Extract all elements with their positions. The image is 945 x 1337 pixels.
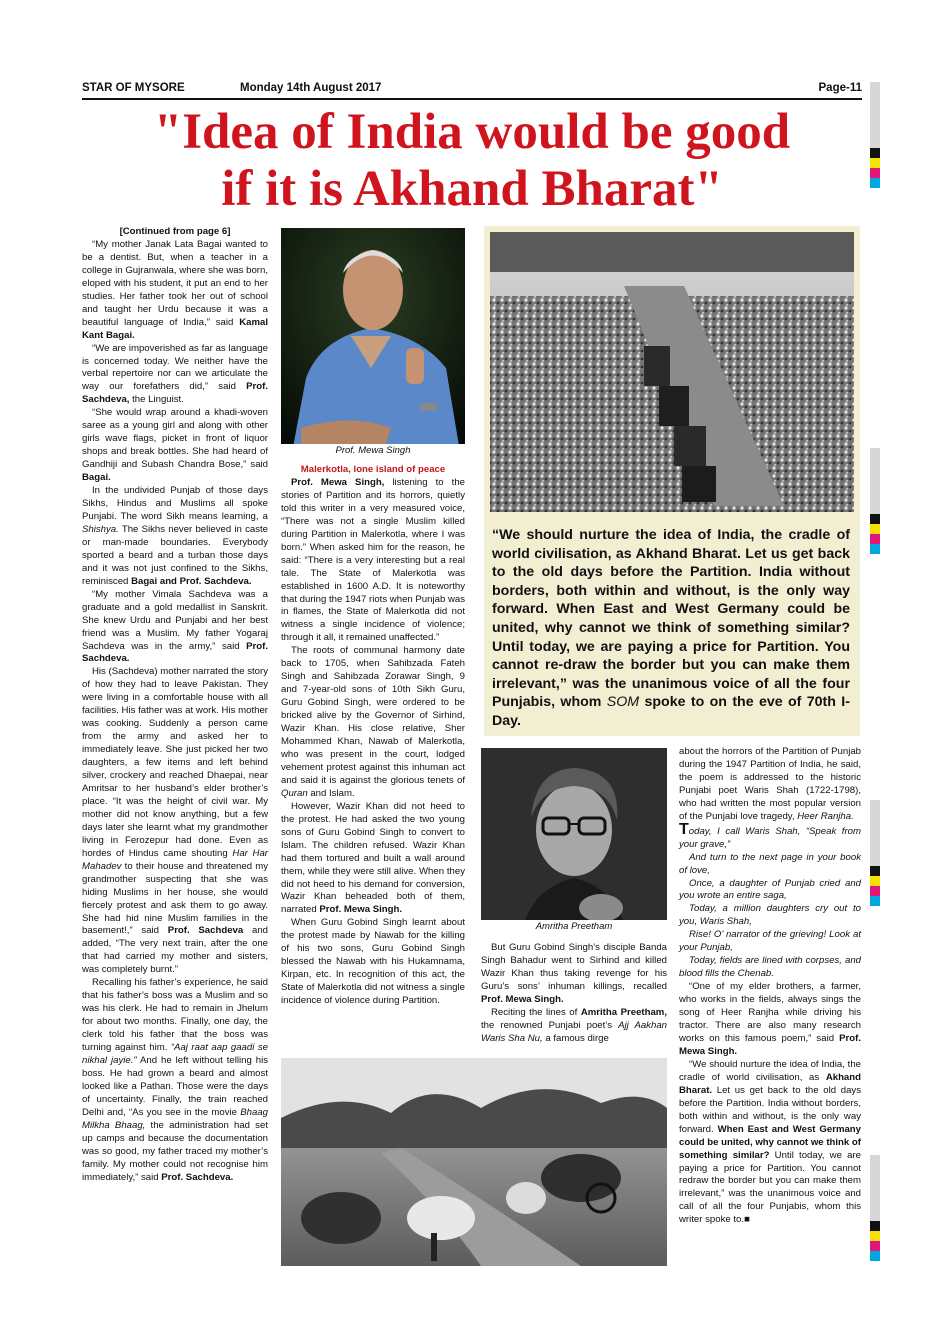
registration-bar: [870, 82, 880, 148]
portrait-illustration: [281, 228, 465, 458]
verse-line: Once, a daughter of Punjab cried and you wrote an entire saga,: [679, 877, 861, 902]
page-number: Page-11: [818, 82, 862, 94]
issue-date: Monday 14th August 2017: [240, 82, 382, 94]
registration-black: [870, 514, 880, 524]
registration-black: [870, 866, 880, 876]
registration-bar: [870, 1155, 880, 1221]
paragraph: The roots of communal harmony date back to 1705, when Sahibzada Fateh Singh and Sahibzada Zorawar Singh, 9 and 7-year-old sons of 10th Sikh Guru, Guru Gobind Singh, were ordered to be bricked alive by the Governor of Sirhind, Wazir Khan. His close relative, Sher Mohammed Khan, Nawab of Malerkotla, who was present in the court, lodged vehement protest against this inhuman act and said it is against the glorious tenets of Quran and Islam.: [281, 645, 465, 799]
registration-yellow: [870, 524, 880, 534]
end-mark: ■: [744, 1214, 750, 1226]
subheading: Malerkotla, lone island of peace: [300, 464, 446, 475]
photo-caption: Amritha Preetham: [481, 920, 667, 934]
masthead-rule: [82, 98, 862, 100]
registration-cyan: [870, 896, 880, 906]
registration-cyan: [870, 544, 880, 554]
photo-amritha-preetham: [481, 748, 667, 934]
paragraph: Recalling his father’s experience, he said that his father’s boss was a Muslim and so was his clerk. He had to remain in Jhelum for about two months. Finally, one day, the clerk told his father that the boss was turning against him. “Aaj raat aap gaadi se nikhal jayie.” And he left without telling his boss. He had grown a beard and almost looked like a Pathan. Those were the days of uncertainty. Finally, the train reached Delhi and, “As you see in the movie Bhaag Milkha Bhaag, the administration had set up camps and because the documentation was so good, my father traced my mother’s family. My mother could not recognise him immediately,” said Prof. Sachdeva.: [82, 977, 268, 1183]
paragraph: But Guru Gobind Singh’s disciple Banda Singh Bahadur went to Sirhind and killed Wazir Khan thus taking revenge for his Guru’s sons’ inhuman killings, recalled Prof. Mewa Singh.: [481, 942, 667, 1005]
verse-line: Today, fields are lined with corpses, and blood fills the Chenab.: [679, 955, 861, 980]
article-column-2: [281, 464, 465, 1008]
verse-line: And turn to the next page in your book of love,: [679, 851, 861, 876]
portrait-illustration: [481, 748, 667, 934]
paragraph: In the undivided Punjab of those days Sikhs, Hindus and Muslims all spoke Punjabi. The word Sikh means learning, a Shishya. The Sikhs never believed in caste or man-made boundaries. Everybody sported a beard and a turban those days and it was not just confined to the Sikhs, reminisced Bagai and Prof. Sachdeva.: [82, 485, 269, 587]
paragraph: “My mother Janak Lata Bagai wanted to be a dentist. But, when a teacher in a college in Gujranwala, where she was born, eloped with his student, it put an end to her studies. Her father took her out of school and taught her Urdu because it was a beautiful language of India,” said Kamal Kant Bagai.: [82, 238, 268, 341]
headline: [82, 104, 862, 218]
registration-yellow: [870, 158, 880, 168]
article-column-3: [481, 942, 667, 1046]
photo-caption: Prof. Mewa Singh: [281, 444, 465, 458]
registration-bar: [870, 800, 880, 866]
paragraph: His (Sachdeva) mother narrated the story of how they had to leave Pakistan. They were living in a comfortable house with all facilities. His father was at work. His mother was cooking. Suddenly a person came from the army and asked her to immediately leave. She just picked her two daughters, a few items and left behind silver, crockery and reached Dhaepai, near Amritsar to her husband’s elder brother’s place. “It was the height of civil war. My mother did not know anything, but a few days later she learnt what my grandmother living in Ferozepur had done. Even as hordes of Hindus came shouting Har Har Mahadev to their house and threatened my grandmother suspecting that she was hiding Muslims in her house, she would fiercely protest and ask them to go away. She had hid nine Muslim families in the basement!,” said Prof. Sachdeva and added, “The very next train, after the one that had carried my mother and sisters, was completely burnt.”: [82, 666, 268, 976]
registration-bar: [870, 448, 880, 514]
paragraph: “We are impoverished as far as language is concerned today. We neither have the verbal repertoire nor can we articulate the way our forefathers did,” said Prof. Sachdeva, the Linguist.: [82, 342, 268, 406]
paragraph: about the horrors of the Partition of Punjab during the 1947 Partition of India, he said, the poem is addressed to the historic Punjabi poet Waris Shah (1722-1798), who had written the most popular version of the Punjabi love tragedy, Heer Ranjha.: [679, 746, 861, 822]
paragraph: “She would wrap around a khadi-woven saree as a young girl and along with other girls wave flags, picket in front of liquor shops and break bottles. She had heard of Gandhiji and Subash Chandra Bose,” said Bagai.: [82, 407, 268, 484]
continued-note: [Continued from page 6]: [119, 226, 231, 237]
paper-name: STAR OF MYSORE: [82, 82, 185, 94]
pull-quote: “We should nurture the idea of India, the cradle of world civilisation, as Akhand Bharat. Let us get back to the old days before the Partition. India without borders, both within and without, is the only way forward. When East and West Germany could be united, why cannot we think of something similar? Until today, we are paying a price for Partition. You cannot re-draw the border but you can make them irrelevant,” was the unanimous voice of all the four Punjabis, whom SOM spoke to on the eve of 70th I-Day.: [484, 518, 860, 736]
paragraph: When Guru Gobind Singh learnt about the protest made by Nawab for the killing of his two sons, Guru Gobind Singh blessed the Nawab with his Hukamnama, Kirpan, etc. In recognition of this act, the State of Malerkotla did not witness a single incidence of violence during Partition.: [281, 917, 465, 1007]
registration-yellow: [870, 1231, 880, 1241]
photo-partition-convoy: [484, 226, 860, 518]
bullock-cart-illustration: [281, 1058, 667, 1266]
registration-magenta: [870, 886, 880, 896]
convoy-illustration: [484, 226, 860, 518]
headline-line-1: "Idea of India would be good: [153, 104, 791, 160]
paragraph: However, Wazir Khan did not heed to the protest. He had asked the two young sons of Guru Gobind Singh to convert to Islam. The children refused. Wazir Khan had them tortured and built a wall around them, while they were still alive. When they did not heed to his demand for conversion, Wazir Khan beheaded both of them, narrated Prof. Mewa Singh.: [281, 800, 465, 916]
verse-line: Rise! O’ narrator of the grieving! Look at your Punjab,: [679, 929, 861, 954]
registration-black: [870, 148, 880, 158]
paragraph: “My mother Vimala Sachdeva was a graduate and a gold medallist in Sanskrit. She knew Urdu and Punjabi and her best friend was a Muslim. My father Yogaraj Sachdeva was in the army,” said Prof. Sachdeva.: [82, 588, 268, 665]
registration-black: [870, 1221, 880, 1231]
registration-cyan: [870, 178, 880, 188]
registration-cyan: [870, 1251, 880, 1261]
headline-line-2: if it is Akhand Bharat": [221, 161, 723, 217]
verse-line: Today, I call Waris Shah, “Speak from your grave,”: [679, 820, 861, 850]
registration-magenta: [870, 168, 880, 178]
paragraph: Reciting the lines of Amritha Preetham, the renowned Punjabi poet’s Ajj Aakhan Waris Sha Nu, a famous dirge: [481, 1006, 667, 1044]
paragraph: “We should nurture the idea of India, the cradle of world civilisation, as Akhand Bharat. Let us get back to the old days before the Partition. India without borders, both within and without, is the only way forward. When East and West Germany could be united, why cannot we think of something similar? Until today, we are paying a price for Partition. You cannot redraw the border but you can make them irrelevant,” was the unanimous voice and call of all the four Punjabis, whom this writer spoke to.■: [679, 1058, 862, 1226]
paragraph: Prof. Mewa Singh, listening to the stories of Partition and its horrors, quietly told this writer in a very measured voice, “There was not a single Muslim killed during Partition in Malerkotla, where I was born.” When asked him for the reason, he said: “There is a very interesting but a real tale. The State of Malerkotla was established in 1600 A.D. It is noteworthy that during the 1947 riots when Punjab was in flames, the State of Malerkotla did not witness a single incidence of violence; through it all, it remained unaffected.”: [281, 476, 466, 644]
photo-mewa-singh: [281, 228, 465, 458]
photo-bullock-carts: [281, 1058, 667, 1266]
masthead: [82, 82, 862, 98]
registration-yellow: [870, 876, 880, 886]
paragraph: “One of my elder brothers, a farmer, who works in the fields, always sings the song of Heer Ranjha while driving his tractor. There are also many research works on this famous poem,” said Prof. Mewa Singh.: [679, 981, 861, 1057]
registration-magenta: [870, 534, 880, 544]
registration-magenta: [870, 1241, 880, 1251]
article-column-1: [82, 226, 268, 1185]
verse-line: Today, a million daughters cry out to you, Waris Shah,: [679, 903, 861, 928]
article-column-4: [679, 746, 861, 1227]
